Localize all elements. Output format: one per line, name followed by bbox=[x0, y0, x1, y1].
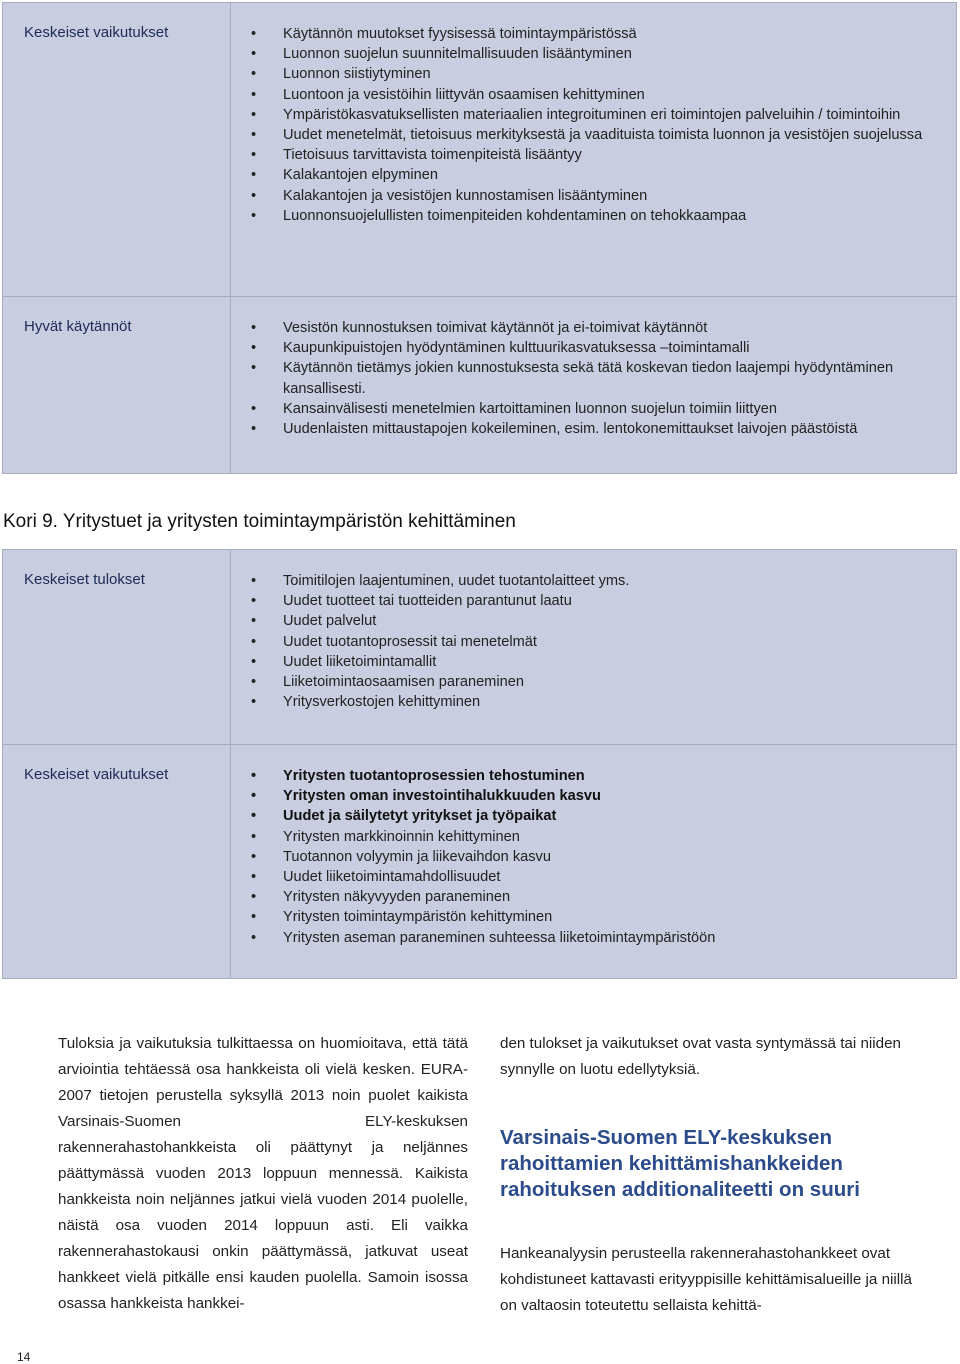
list-item: • Tietoisuus tarvittavista toimenpiteistä lisääntyy bbox=[251, 145, 936, 165]
list-item: • Luontoon ja vesistöihin liittyvän osaamisen kehittyminen bbox=[251, 85, 936, 105]
table-row bbox=[3, 3, 957, 297]
body-paragraph: den tulokset ja vaikutukset ovat vasta syntymässä tai niiden synnylle on luotu edellytyksiä. bbox=[500, 1035, 901, 1078]
table-row bbox=[3, 297, 957, 474]
list-item: • Kansainvälisesti menetelmien kartoittaminen luonnon suojelun toimiin liittyen bbox=[251, 399, 936, 419]
list-item: • Liiketoimintaosaamisen paraneminen bbox=[251, 672, 936, 692]
section-heading: Varsinais-Suomen ELY-keskuksen rahoittamien kehittämishankkeiden rahoituksen additionaliteetti on suuri bbox=[500, 1126, 860, 1201]
list-item: • Uudet liiketoimintamahdollisuudet bbox=[251, 867, 936, 887]
row-label: Keskeiset vaikutukset bbox=[3, 3, 231, 297]
bullet-list bbox=[251, 318, 936, 439]
row-content bbox=[231, 297, 957, 474]
row-label: Keskeiset tulokset bbox=[3, 550, 231, 745]
row-label: Keskeiset vaikutukset bbox=[3, 745, 231, 979]
body-column-right bbox=[500, 1031, 912, 1319]
page-number: 14 bbox=[17, 1350, 31, 1364]
body-paragraph: Hankeanalyysin perusteella rakennerahastohankkeet ovat kohdistuneet kattavasti erityyppisille kehittämisalueille ja niillä on valtaosin toteutettu sellaista kehittä- bbox=[500, 1245, 912, 1314]
list-item: • Tuotannon volyymin ja liikevaihdon kasvu bbox=[251, 847, 936, 867]
list-item: • Kalakantojen elpyminen bbox=[251, 165, 936, 185]
list-item: • Luonnonsuojelullisten toimenpiteiden kohdentaminen on tehokkaampaa bbox=[251, 206, 936, 226]
table-kori-9 bbox=[2, 549, 957, 979]
list-item: • Kaupunkipuistojen hyödyntäminen kulttuurikasvatuksessa –toimintamalli bbox=[251, 338, 936, 358]
bullet-list bbox=[251, 766, 936, 948]
bullet-list bbox=[251, 571, 936, 712]
table-row bbox=[3, 745, 957, 979]
list-item: • Uudet menetelmät, tietoisuus merkityksestä ja vaadituista toimista luonnon ja vesistöjen suojelussa bbox=[251, 125, 936, 145]
list-item: • Yritysten markkinoinnin kehittyminen bbox=[251, 827, 936, 847]
body-column-left bbox=[58, 1031, 468, 1317]
list-item: • Käytännön muutokset fyysisessä toimintaympäristössä bbox=[251, 24, 936, 44]
list-item-bold: • Yritysten tuotantoprosessien tehostuminen bbox=[251, 766, 936, 786]
list-item: • Toimitilojen laajentuminen, uudet tuotantolaitteet yms. bbox=[251, 571, 936, 591]
list-item-bold: • Yritysten oman investointihalukkuuden kasvu bbox=[251, 786, 936, 806]
list-item: • Kalakantojen ja vesistöjen kunnostamisen lisääntyminen bbox=[251, 186, 936, 206]
list-item: • Yritysverkostojen kehittyminen bbox=[251, 692, 936, 712]
list-item: • Käytännön tietämys jokien kunnostuksesta sekä tätä koskevan tiedon laajempi hyödyntäminen kansallisesti. bbox=[251, 358, 936, 398]
table-row bbox=[3, 550, 957, 745]
row-content bbox=[231, 3, 957, 297]
row-label: Hyvät käytännöt bbox=[3, 297, 231, 474]
list-item: • Uudet palvelut bbox=[251, 611, 936, 631]
section-title: Kori 9. Yritystuet ja yritysten toimintaympäristön kehittäminen bbox=[3, 511, 516, 532]
body-paragraph: Tuloksia ja vaikutuksia tulkittaessa on huomioitava, että tätä arviointia tehtäessä osa hankkeista oli vielä kesken. EURA-2007 tietojen perustella syksyllä 2013 noin puolet kaikista Varsinais-Suomen ELY-keskuksen rakennerahastohankkeista oli päättynyt ja neljännes päättymässä vuoden 2013 loppuun mennessä. Kaikista hankkeista noin neljännes jatkui vielä vuoden 2014 puolelle, näistä osa vuoden 2014 loppuun asti. Eli vaikka rakennerahastokausi onkin päättymässä, jatkuvat useat hankkeet vielä pitkälle ensi kauden puolella. Samoin isossa osassa hankkeista hankkei- bbox=[58, 1035, 468, 1312]
list-item: • Yritysten näkyvyyden paraneminen bbox=[251, 887, 936, 907]
list-item: • Yritysten aseman paraneminen suhteessa liiketoimintaympäristöön bbox=[251, 928, 936, 948]
list-item: • Uudenlaisten mittaustapojen kokeileminen, esim. lentokonemittaukset laivojen päästöistä bbox=[251, 419, 936, 439]
table-kori-8 bbox=[2, 2, 957, 474]
list-item: • Uudet tuotteet tai tuotteiden parantunut laatu bbox=[251, 591, 936, 611]
list-item: • Vesistön kunnostuksen toimivat käytännöt ja ei-toimivat käytännöt bbox=[251, 318, 936, 338]
list-item: • Luonnon suojelun suunnitelmallisuuden lisääntyminen bbox=[251, 44, 936, 64]
list-item: • Yritysten toimintaympäristön kehittyminen bbox=[251, 907, 936, 927]
list-item: • Ympäristökasvatuksellisten materiaalien integroituminen eri toimintojen palveluihin / toimintoihin bbox=[251, 105, 936, 125]
list-item: • Uudet tuotantoprosessit tai menetelmät bbox=[251, 632, 936, 652]
row-content bbox=[231, 745, 957, 979]
row-content bbox=[231, 550, 957, 745]
list-item: • Luonnon siistiytyminen bbox=[251, 64, 936, 84]
list-item: • Uudet liiketoimintamallit bbox=[251, 652, 936, 672]
bullet-list bbox=[251, 24, 936, 226]
list-item-bold: • Uudet ja säilytetyt yritykset ja työpaikat bbox=[251, 806, 936, 826]
